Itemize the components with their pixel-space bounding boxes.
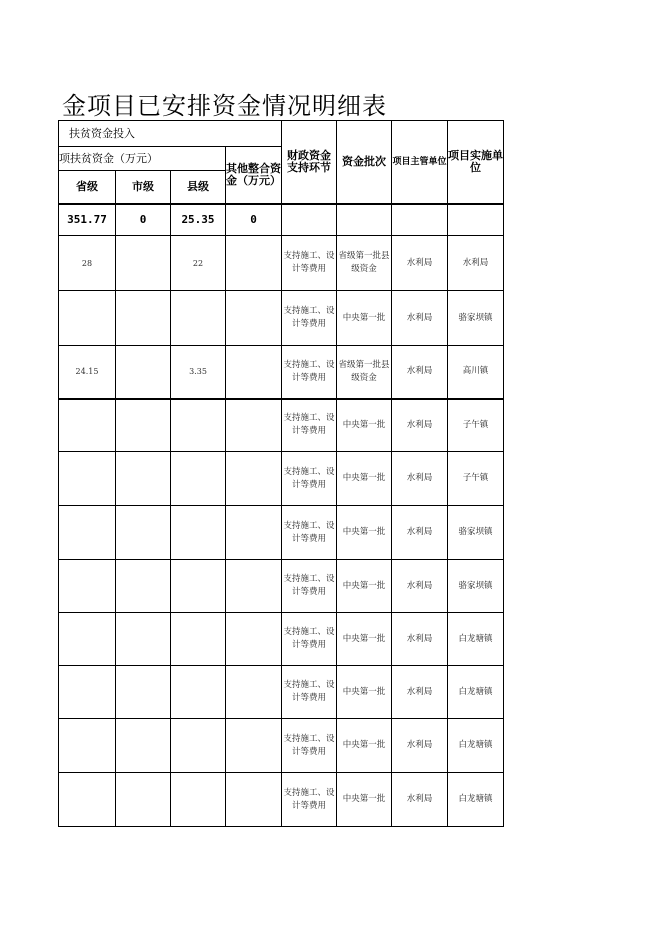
cell-fund-batch: 中央第一批 bbox=[337, 560, 392, 613]
cell-city bbox=[116, 560, 171, 613]
cell-dept: 水利局 bbox=[392, 291, 448, 346]
cell-fund-batch: 中央第一批 bbox=[337, 506, 392, 560]
cell-dept: 水利局 bbox=[392, 666, 448, 719]
cell-province bbox=[59, 613, 116, 666]
cell-finance-stage: 支持施工、设计等费用 bbox=[282, 773, 337, 827]
cell-impl: 高川镇 bbox=[448, 346, 504, 399]
table-row bbox=[59, 399, 504, 452]
table-row bbox=[59, 773, 504, 827]
cell-county bbox=[171, 773, 226, 827]
cell-fund-batch: 中央第一批 bbox=[337, 773, 392, 827]
cell-finance-stage: 支持施工、设计等费用 bbox=[282, 506, 337, 560]
cell-other bbox=[226, 719, 282, 773]
cell-impl: 子午镇 bbox=[448, 399, 504, 452]
table-row bbox=[59, 613, 504, 666]
cell-dept: 水利局 bbox=[392, 613, 448, 666]
table-row bbox=[59, 719, 504, 773]
table-row bbox=[59, 452, 504, 506]
cell-province bbox=[59, 773, 116, 827]
cell-city bbox=[116, 399, 171, 452]
cell-city bbox=[116, 236, 171, 291]
total-other: 0 bbox=[226, 204, 282, 236]
cell-other bbox=[226, 236, 282, 291]
cell-impl: 子午镇 bbox=[448, 452, 504, 506]
cell-fund-batch: 中央第一批 bbox=[337, 452, 392, 506]
header-finance-stage: 财政资金支持环节 bbox=[282, 121, 337, 204]
cell-other bbox=[226, 560, 282, 613]
cell-county bbox=[171, 452, 226, 506]
cell-finance-stage: 支持施工、设计等费用 bbox=[282, 560, 337, 613]
cell-other bbox=[226, 666, 282, 719]
cell-impl: 白龙塘镇 bbox=[448, 613, 504, 666]
header-group-project-funds: 项扶贫资金（万元） bbox=[59, 147, 226, 171]
cell-province bbox=[59, 560, 116, 613]
cell-fund-batch: 中央第一批 bbox=[337, 399, 392, 452]
cell-dept: 水利局 bbox=[392, 452, 448, 506]
cell-county bbox=[171, 666, 226, 719]
cell-other bbox=[226, 452, 282, 506]
table-row bbox=[59, 666, 504, 719]
cell-finance-stage: 支持施工、设计等费用 bbox=[282, 399, 337, 452]
cell-province: 24.15 bbox=[59, 346, 116, 399]
cell-other bbox=[226, 346, 282, 399]
cell-other bbox=[226, 613, 282, 666]
cell-impl: 白龙塘镇 bbox=[448, 666, 504, 719]
total-province: 351.77 bbox=[59, 204, 116, 236]
cell-finance-stage: 支持施工、设计等费用 bbox=[282, 452, 337, 506]
cell-county: 3.35 bbox=[171, 346, 226, 399]
cell-city bbox=[116, 773, 171, 827]
cell-province bbox=[59, 399, 116, 452]
cell-impl: 白龙塘镇 bbox=[448, 719, 504, 773]
funding-table bbox=[58, 120, 504, 827]
cell-fund-batch: 中央第一批 bbox=[337, 666, 392, 719]
cell-dept: 水利局 bbox=[392, 719, 448, 773]
header-fund-batch: 资金批次 bbox=[337, 121, 392, 204]
cell-fund-batch: 中央第一批 bbox=[337, 719, 392, 773]
cell-finance-stage: 支持施工、设计等费用 bbox=[282, 719, 337, 773]
header-city: 市级 bbox=[116, 171, 171, 204]
table-row bbox=[59, 346, 504, 399]
cell-county bbox=[171, 719, 226, 773]
cell-county bbox=[171, 560, 226, 613]
empty-cell bbox=[282, 204, 337, 236]
header-dept: 项目主管单位 bbox=[392, 121, 448, 204]
cell-impl: 骆家坝镇 bbox=[448, 291, 504, 346]
cell-other bbox=[226, 399, 282, 452]
table-row bbox=[59, 236, 504, 291]
cell-city bbox=[116, 346, 171, 399]
total-county: 25.35 bbox=[171, 204, 226, 236]
cell-fund-batch: 中央第一批 bbox=[337, 613, 392, 666]
cell-finance-stage: 支持施工、设计等费用 bbox=[282, 613, 337, 666]
cell-province bbox=[59, 666, 116, 719]
header-province: 省级 bbox=[59, 171, 116, 204]
cell-other bbox=[226, 506, 282, 560]
cell-city bbox=[116, 506, 171, 560]
empty-cell bbox=[448, 204, 504, 236]
empty-cell bbox=[392, 204, 448, 236]
cell-province bbox=[59, 291, 116, 346]
cell-county bbox=[171, 399, 226, 452]
cell-province bbox=[59, 506, 116, 560]
cell-other bbox=[226, 291, 282, 346]
cell-province: 28 bbox=[59, 236, 116, 291]
cell-impl: 白龙塘镇 bbox=[448, 773, 504, 827]
cell-fund-batch: 省级第一批县级资金 bbox=[337, 236, 392, 291]
totals-row bbox=[59, 204, 504, 236]
total-city: 0 bbox=[116, 204, 171, 236]
cell-dept: 水利局 bbox=[392, 399, 448, 452]
cell-finance-stage: 支持施工、设计等费用 bbox=[282, 236, 337, 291]
cell-other bbox=[226, 773, 282, 827]
cell-fund-batch: 省级第一批县级资金 bbox=[337, 346, 392, 399]
cell-county bbox=[171, 506, 226, 560]
cell-dept: 水利局 bbox=[392, 773, 448, 827]
cell-impl: 骆家坝镇 bbox=[448, 560, 504, 613]
empty-cell bbox=[337, 204, 392, 236]
header-group-poverty-funds: 扶贫资金投入 bbox=[59, 121, 282, 147]
cell-finance-stage: 支持施工、设计等费用 bbox=[282, 666, 337, 719]
header-county: 县级 bbox=[171, 171, 226, 204]
cell-county: 22 bbox=[171, 236, 226, 291]
cell-province bbox=[59, 719, 116, 773]
cell-province bbox=[59, 452, 116, 506]
cell-city bbox=[116, 291, 171, 346]
cell-county bbox=[171, 613, 226, 666]
page-title: 金项目已安排资金情况明细表 bbox=[62, 92, 387, 120]
table-row bbox=[59, 560, 504, 613]
cell-dept: 水利局 bbox=[392, 236, 448, 291]
cell-fund-batch: 中央第一批 bbox=[337, 291, 392, 346]
cell-finance-stage: 支持施工、设计等费用 bbox=[282, 291, 337, 346]
table-row bbox=[59, 291, 504, 346]
cell-city bbox=[116, 719, 171, 773]
cell-finance-stage: 支持施工、设计等费用 bbox=[282, 346, 337, 399]
cell-dept: 水利局 bbox=[392, 560, 448, 613]
header-other-funds: 其他整合资金（万元） bbox=[226, 147, 282, 204]
cell-impl: 水利局 bbox=[448, 236, 504, 291]
cell-dept: 水利局 bbox=[392, 506, 448, 560]
cell-city bbox=[116, 666, 171, 719]
cell-city bbox=[116, 452, 171, 506]
cell-impl: 骆家坝镇 bbox=[448, 506, 504, 560]
cell-city bbox=[116, 613, 171, 666]
table-row bbox=[59, 506, 504, 560]
cell-dept: 水利局 bbox=[392, 346, 448, 399]
header-impl: 项目实施单位 bbox=[448, 121, 504, 204]
cell-county bbox=[171, 291, 226, 346]
